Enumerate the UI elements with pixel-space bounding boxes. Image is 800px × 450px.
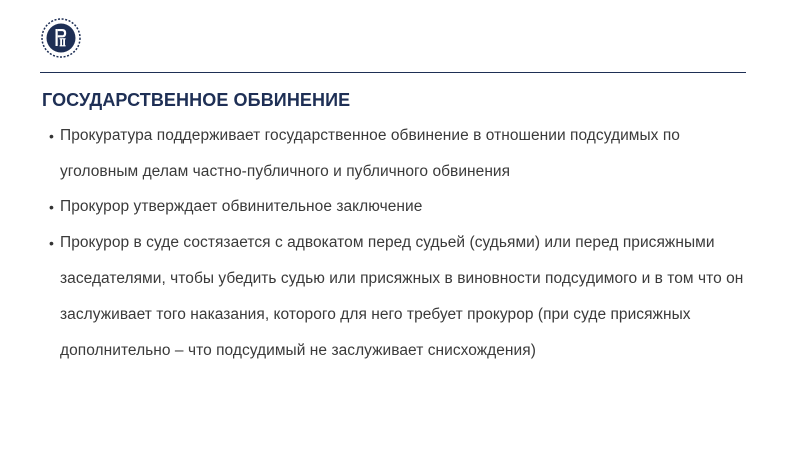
- bullet-dot-icon: •: [49, 199, 54, 215]
- bullet-text: Прокурор утверждает обвинительное заключение: [60, 198, 423, 215]
- bullet-dot-icon: •: [49, 128, 54, 144]
- bullet-item: [49, 189, 759, 225]
- bullet-text: Прокуратура поддерживает государственное обвинение в отношении подсудимых по уголовным делам частно-публичного и публичного обвинения: [60, 127, 680, 180]
- bullet-item: [49, 225, 759, 369]
- bullet-text: Прокурор в суде состязается с адвокатом перед судьей (судьями) или перед присяжными заседателями, чтобы убедить судью или присяжных в виновности подсудимого и в том что он заслуживает того наказания, которого для него требует прокурор (при суде присяжных дополнительно – что подсудимый не заслуживает снисхождения): [60, 234, 744, 359]
- header-divider: [40, 72, 746, 73]
- hse-logo-graphic: [41, 18, 81, 58]
- bullet-item: [49, 118, 759, 190]
- hse-logo-icon: [41, 18, 81, 58]
- slide-title: ГОСУДАРСТВЕННОЕ ОБВИНЕНИЕ: [42, 90, 351, 110]
- bullet-dot-icon: •: [49, 235, 54, 251]
